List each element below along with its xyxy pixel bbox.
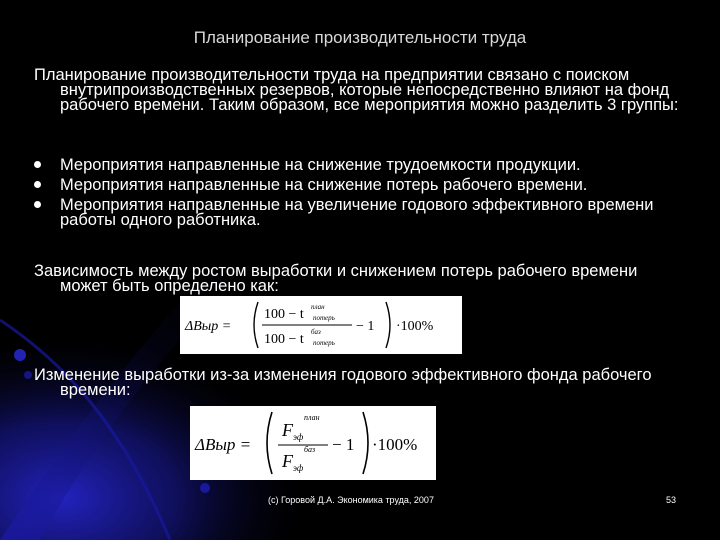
output-change-text: Изменение выработки из-за изменения годового эффективного фонда рабочего времени: — [34, 366, 652, 399]
bullet-icon — [34, 181, 41, 188]
list-item — [34, 178, 684, 193]
output-change-paragraph — [34, 368, 684, 398]
formula-num-sub: потерь — [313, 314, 335, 322]
bullet-text: Мероприятия направленные на увеличение годового эффективного времени работы одного работника. — [60, 196, 654, 229]
formula-minus-one: − 1 — [332, 435, 355, 454]
formula-den-sup: баз — [311, 328, 321, 336]
footer-credit: (с) Горовой Д.А. Экономика труда, 2007 — [268, 495, 434, 505]
bullet-text: Мероприятия направленные на снижение трудоемкости продукции. — [60, 156, 581, 174]
bullet-text: Мероприятия направленные на снижение потерь рабочего времени. — [60, 176, 588, 194]
formula-numerator: F — [282, 420, 293, 440]
bullet-icon — [34, 161, 41, 168]
formula-den-sub: потерь — [313, 339, 335, 347]
formula-den-sup: баз — [304, 445, 316, 454]
slide-title: Планирование производительности труда — [193, 28, 527, 47]
formula-den-sub: эф — [293, 463, 304, 473]
formula-percent: ·100% — [372, 435, 418, 454]
dependency-text: Зависимость между ростом выработки и снижением потерь рабочего времени может быть определено как: — [34, 262, 638, 295]
formula-num-sub: эф — [293, 432, 304, 442]
formula-lhs: ΔВыр = — [185, 319, 232, 334]
formula-numerator: 100 − t — [264, 307, 304, 322]
formula-denominator: F — [282, 451, 293, 471]
formula-minus-one: − 1 — [356, 319, 375, 334]
formula-labor-loss — [180, 296, 462, 354]
intro-paragraph — [34, 68, 684, 113]
intro-text: Планирование производительности труда на предприятии связано с поиском внутрипроизводственных резервов, которые непосредственно влияют на фонд рабочего времени. Таким образом, все мероприятия можно разделить 3 группы: — [34, 66, 679, 114]
list-item — [34, 158, 684, 173]
list-item — [34, 198, 684, 228]
bullet-list — [34, 158, 684, 233]
dependency-paragraph — [34, 264, 684, 294]
formula-denominator: 100 − t — [264, 332, 304, 347]
formula-num-sup: план — [304, 413, 320, 422]
bullet-icon — [34, 201, 41, 208]
formula-effective-fund — [190, 406, 436, 480]
formula-lhs: ΔВыр = — [195, 435, 252, 454]
formula-percent: ·100% — [396, 319, 434, 334]
page-number: 53 — [666, 495, 677, 505]
formula-num-sup: план — [311, 303, 325, 311]
